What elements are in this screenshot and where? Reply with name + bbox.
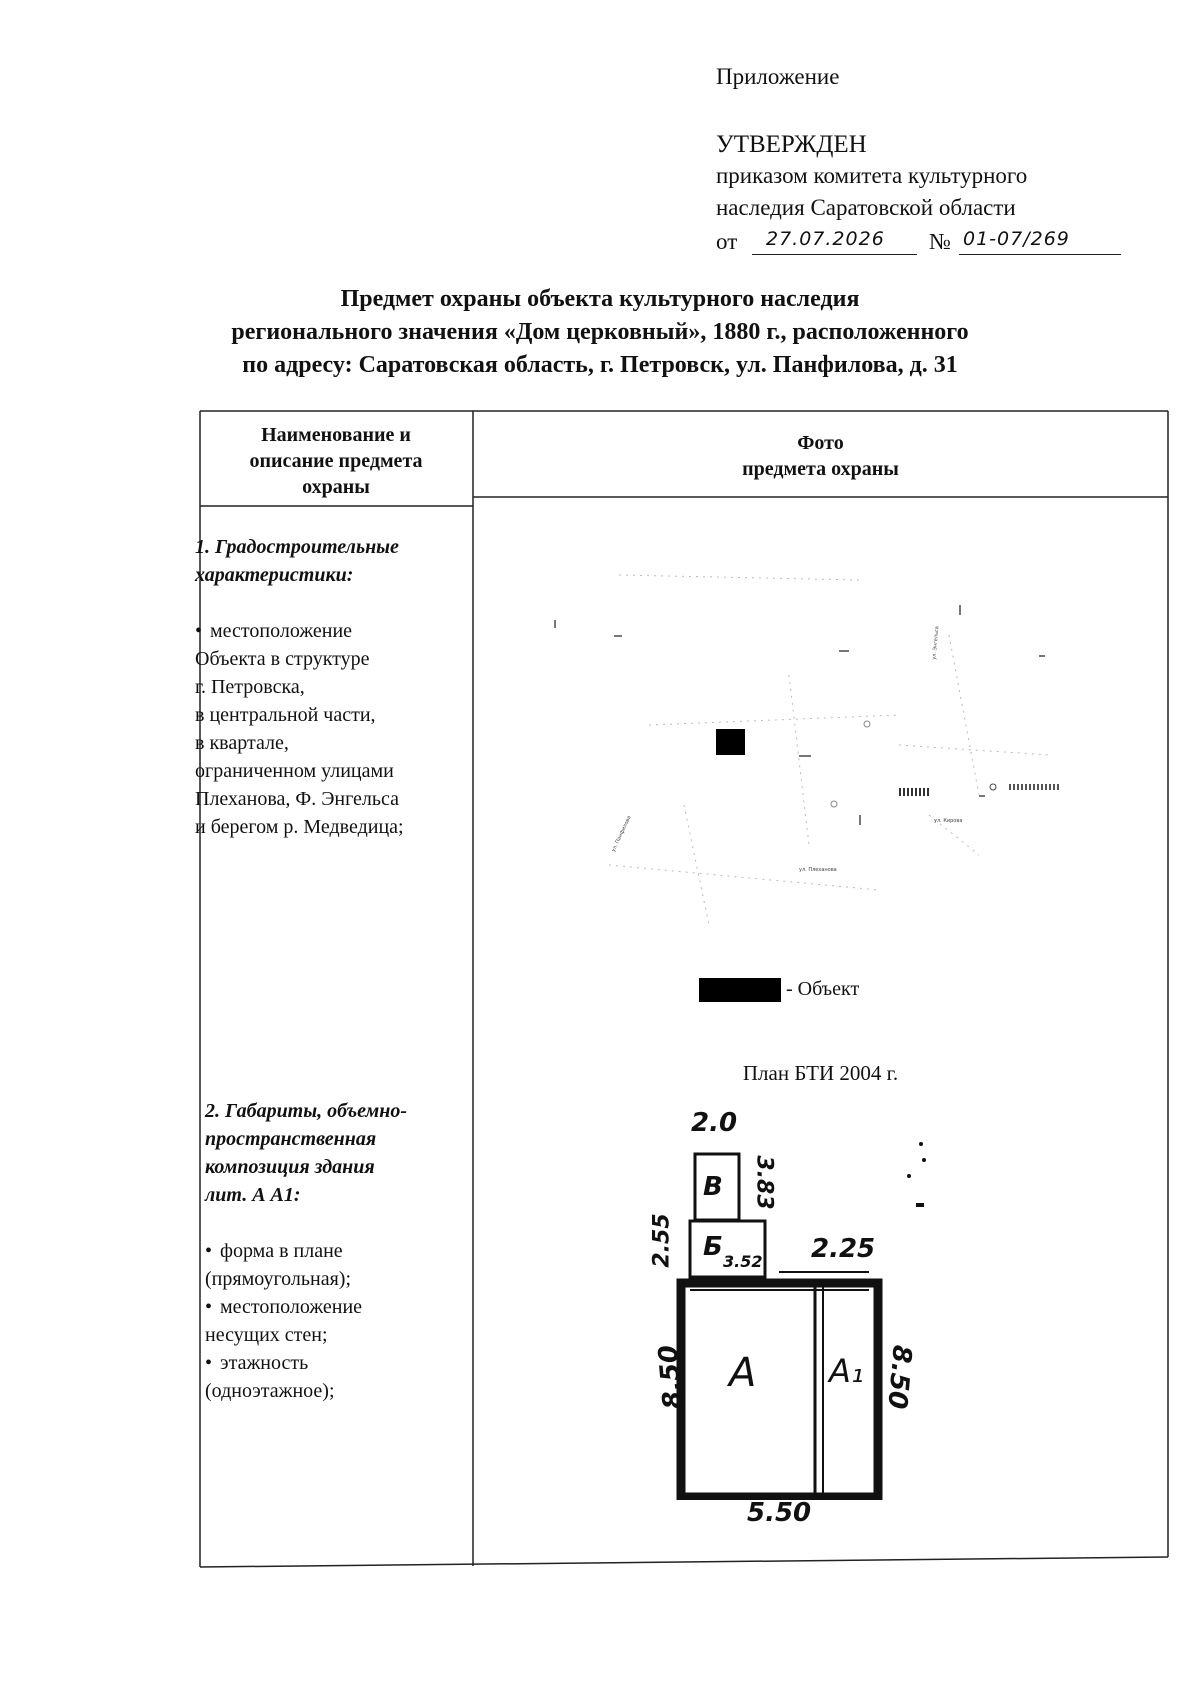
approval-line-2: наследия Саратовской области [716,195,1016,220]
plan-dim-b-side: 2.55 [649,1213,675,1268]
object-marker [716,729,745,755]
map-legend [699,976,859,1002]
floor-plan [649,1100,959,1528]
street-label: ул. Плеханова [799,867,837,873]
section1-bullet: • местоположение Объекта в структуре г. Петровска, в центральной части, в квартале, ограниченном улицами Плеханова, Ф. Энгельса и берегом р. Медведица; [195,617,465,841]
plan-room-b: Б [703,1232,723,1262]
plan-dim-b: 3.52 [723,1252,763,1271]
section2-heading: 2. Габариты, объемно- пространственная композиция здания лит. А А1: [205,1100,407,1206]
title-line-1: Предмет охраны объекта культурного наследия [340,286,860,312]
map-poi-marker [831,801,837,807]
plan-caption: План БТИ 2004 г. [742,1061,899,1085]
plan-room-a1: А₁ [829,1352,864,1390]
section2-bullet-walls: • местоположение несущих стен; [205,1293,470,1349]
number-value: 01-07/269 [963,228,1070,250]
plan-dim-top-right: 2.25 [811,1234,876,1264]
section-urban-planning [195,533,465,841]
date-value: 27.07.2026 [766,228,885,250]
map-poi-marker [864,721,870,727]
title-line-3: по адресу: Саратовская область, г. Петровск, ул. Панфилова, д. 31 [242,352,958,378]
plan-room-v: В [703,1172,723,1202]
plan-dim-right: 8.50 [881,1343,917,1411]
street-label: ул. Кирова [934,818,963,824]
section2-bullet-shape: • форма в плане (прямоугольная); [205,1237,470,1293]
document-title [0,283,1200,382]
approval-line-1: приказом комитета культурного [716,163,1028,188]
floor-plan-drawing [669,1100,959,1500]
plan-dim-top: 2.0 [691,1108,738,1138]
plan-room-a: А [729,1350,757,1396]
plan-dim-v: 3.83 [751,1155,777,1210]
approval-date-line [716,227,1070,256]
from-label: от [716,229,738,254]
street-label: ул. Энгельса [931,625,941,661]
section1-heading: 1. Градостроительные характеристики: [195,536,399,586]
map-building-label [1009,784,1059,790]
title-line-2: регионального значения «Дом церковный», 1880 г., расположенного [231,319,969,345]
number-field [959,227,1121,255]
number-label: № [929,229,951,254]
column-header-photo: Фото предмета охраны [742,432,899,480]
location-map [479,505,1159,975]
plan-dim-bottom: 5.50 [747,1498,812,1528]
map-drawing [479,505,1159,975]
column-header-description: Наименование и описание предмета охраны [249,424,423,498]
section-dimensions [205,1097,470,1405]
map-poi-marker [990,784,996,790]
date-field [752,227,917,255]
plan-dim-left: 8.50 [653,1343,689,1411]
street-label: ул. Панфилова [610,814,633,854]
appendix-label: Приложение [716,64,840,89]
legend-label: - Объект [786,978,860,1000]
section2-bullet-floors: • этажность (одноэтажное); [205,1349,470,1405]
protection-table [195,410,1169,1568]
map-building-label [899,788,929,796]
legend-swatch [699,978,781,1002]
approved-label: УТВЕРЖДЕН [716,131,867,158]
